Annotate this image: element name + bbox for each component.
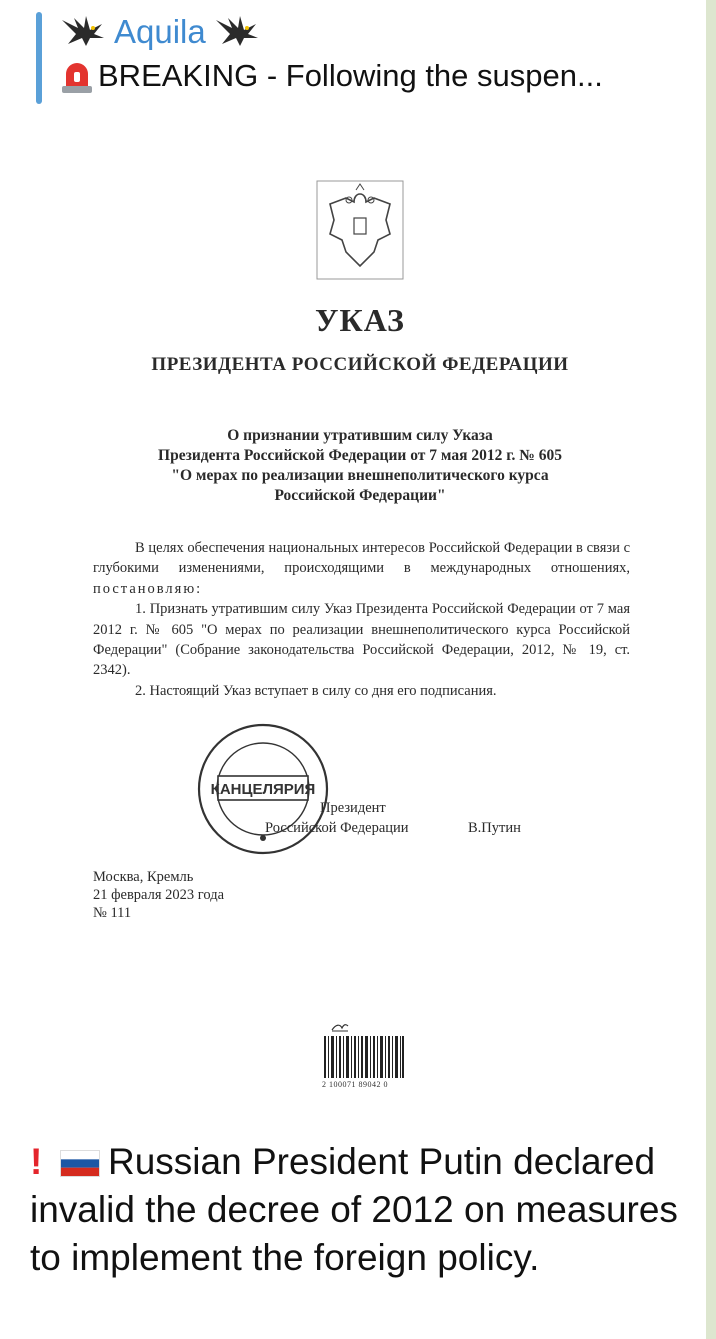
decree-title: УКАЗ <box>315 302 405 338</box>
reply-preview[interactable] <box>60 10 700 96</box>
reply-channel-name-row <box>60 10 700 54</box>
reply-preview-text: BREAKING - Following the suspen... <box>98 58 603 93</box>
chat-background-strip <box>706 0 716 1339</box>
channel-name: Aquila <box>114 13 206 50</box>
caption-text: Russian President Putin declared invalid the decree of 2012 on measures to implement the foreign policy. <box>30 1141 678 1278</box>
reply-quote-bar <box>36 12 42 104</box>
reply-preview-text-row <box>60 56 700 96</box>
subject-line: Президента Российской Федерации от 7 мая 2012 г. № 605 <box>158 447 562 464</box>
stamp-lettering: КАНЦЕЛЯРИЯ <box>210 781 316 798</box>
subject-line: О признании утратившим силу Указа <box>227 427 493 444</box>
subject-line: "О мерах по реализации внешнеполитического курса <box>171 467 549 484</box>
decree-subtitle: ПРЕЗИДЕНТА РОССИЙСКОЙ ФЕДЕРАЦИИ <box>151 354 569 375</box>
barcode-icon <box>324 1036 404 1078</box>
exclamation-icon: ! <box>30 1141 43 1182</box>
coat-of-arms-icon <box>316 180 404 280</box>
preamble-text: В целях обеспечения национальных интересов Российской Федерации в связи с глубокими изменениями, происходящими в международных отношениях, <box>93 540 630 577</box>
russia-flag-icon <box>60 1150 100 1177</box>
decree-date: 21 февраля 2023 года <box>93 887 225 903</box>
decree-subject <box>100 426 620 506</box>
subject-line: Российской Федерации" <box>274 487 446 504</box>
decree-document-image[interactable] <box>60 150 660 1100</box>
eagle-icon <box>60 14 106 50</box>
decree-item-2: 2. Настоящий Указ вступает в силу со дня его подписания. <box>135 682 497 699</box>
decree-item-1: 1. Признать утратившим силу Указ Президента Российской Федерации от 7 мая 2012 г. № 605 "О мерах по реализации внешнеполитического курса Российской Федерации" (Собрание законодательства Российской Федерации, 2012, № 19, ст. 2342). <box>93 601 630 679</box>
preamble-colon: : <box>196 580 201 597</box>
eagle-icon <box>214 14 260 50</box>
signature-title: Президент <box>320 800 386 816</box>
decree-number: № 111 <box>93 905 132 921</box>
signature-name: В.Путин <box>468 820 521 836</box>
printer-mark-icon <box>330 1022 350 1032</box>
decree-place: Москва, Кремль <box>93 869 194 885</box>
decree-preamble <box>93 538 630 599</box>
resolve-word: постановляю <box>93 580 197 597</box>
chancellery-stamp <box>188 720 338 858</box>
siren-icon <box>60 58 94 94</box>
decree-body <box>93 538 630 701</box>
decree-place-date <box>93 868 224 922</box>
barcode-number: 2 100071 89042 0 <box>322 1080 388 1089</box>
message-caption <box>30 1138 690 1282</box>
signature-title-federation: Российской Федерации <box>265 820 409 836</box>
